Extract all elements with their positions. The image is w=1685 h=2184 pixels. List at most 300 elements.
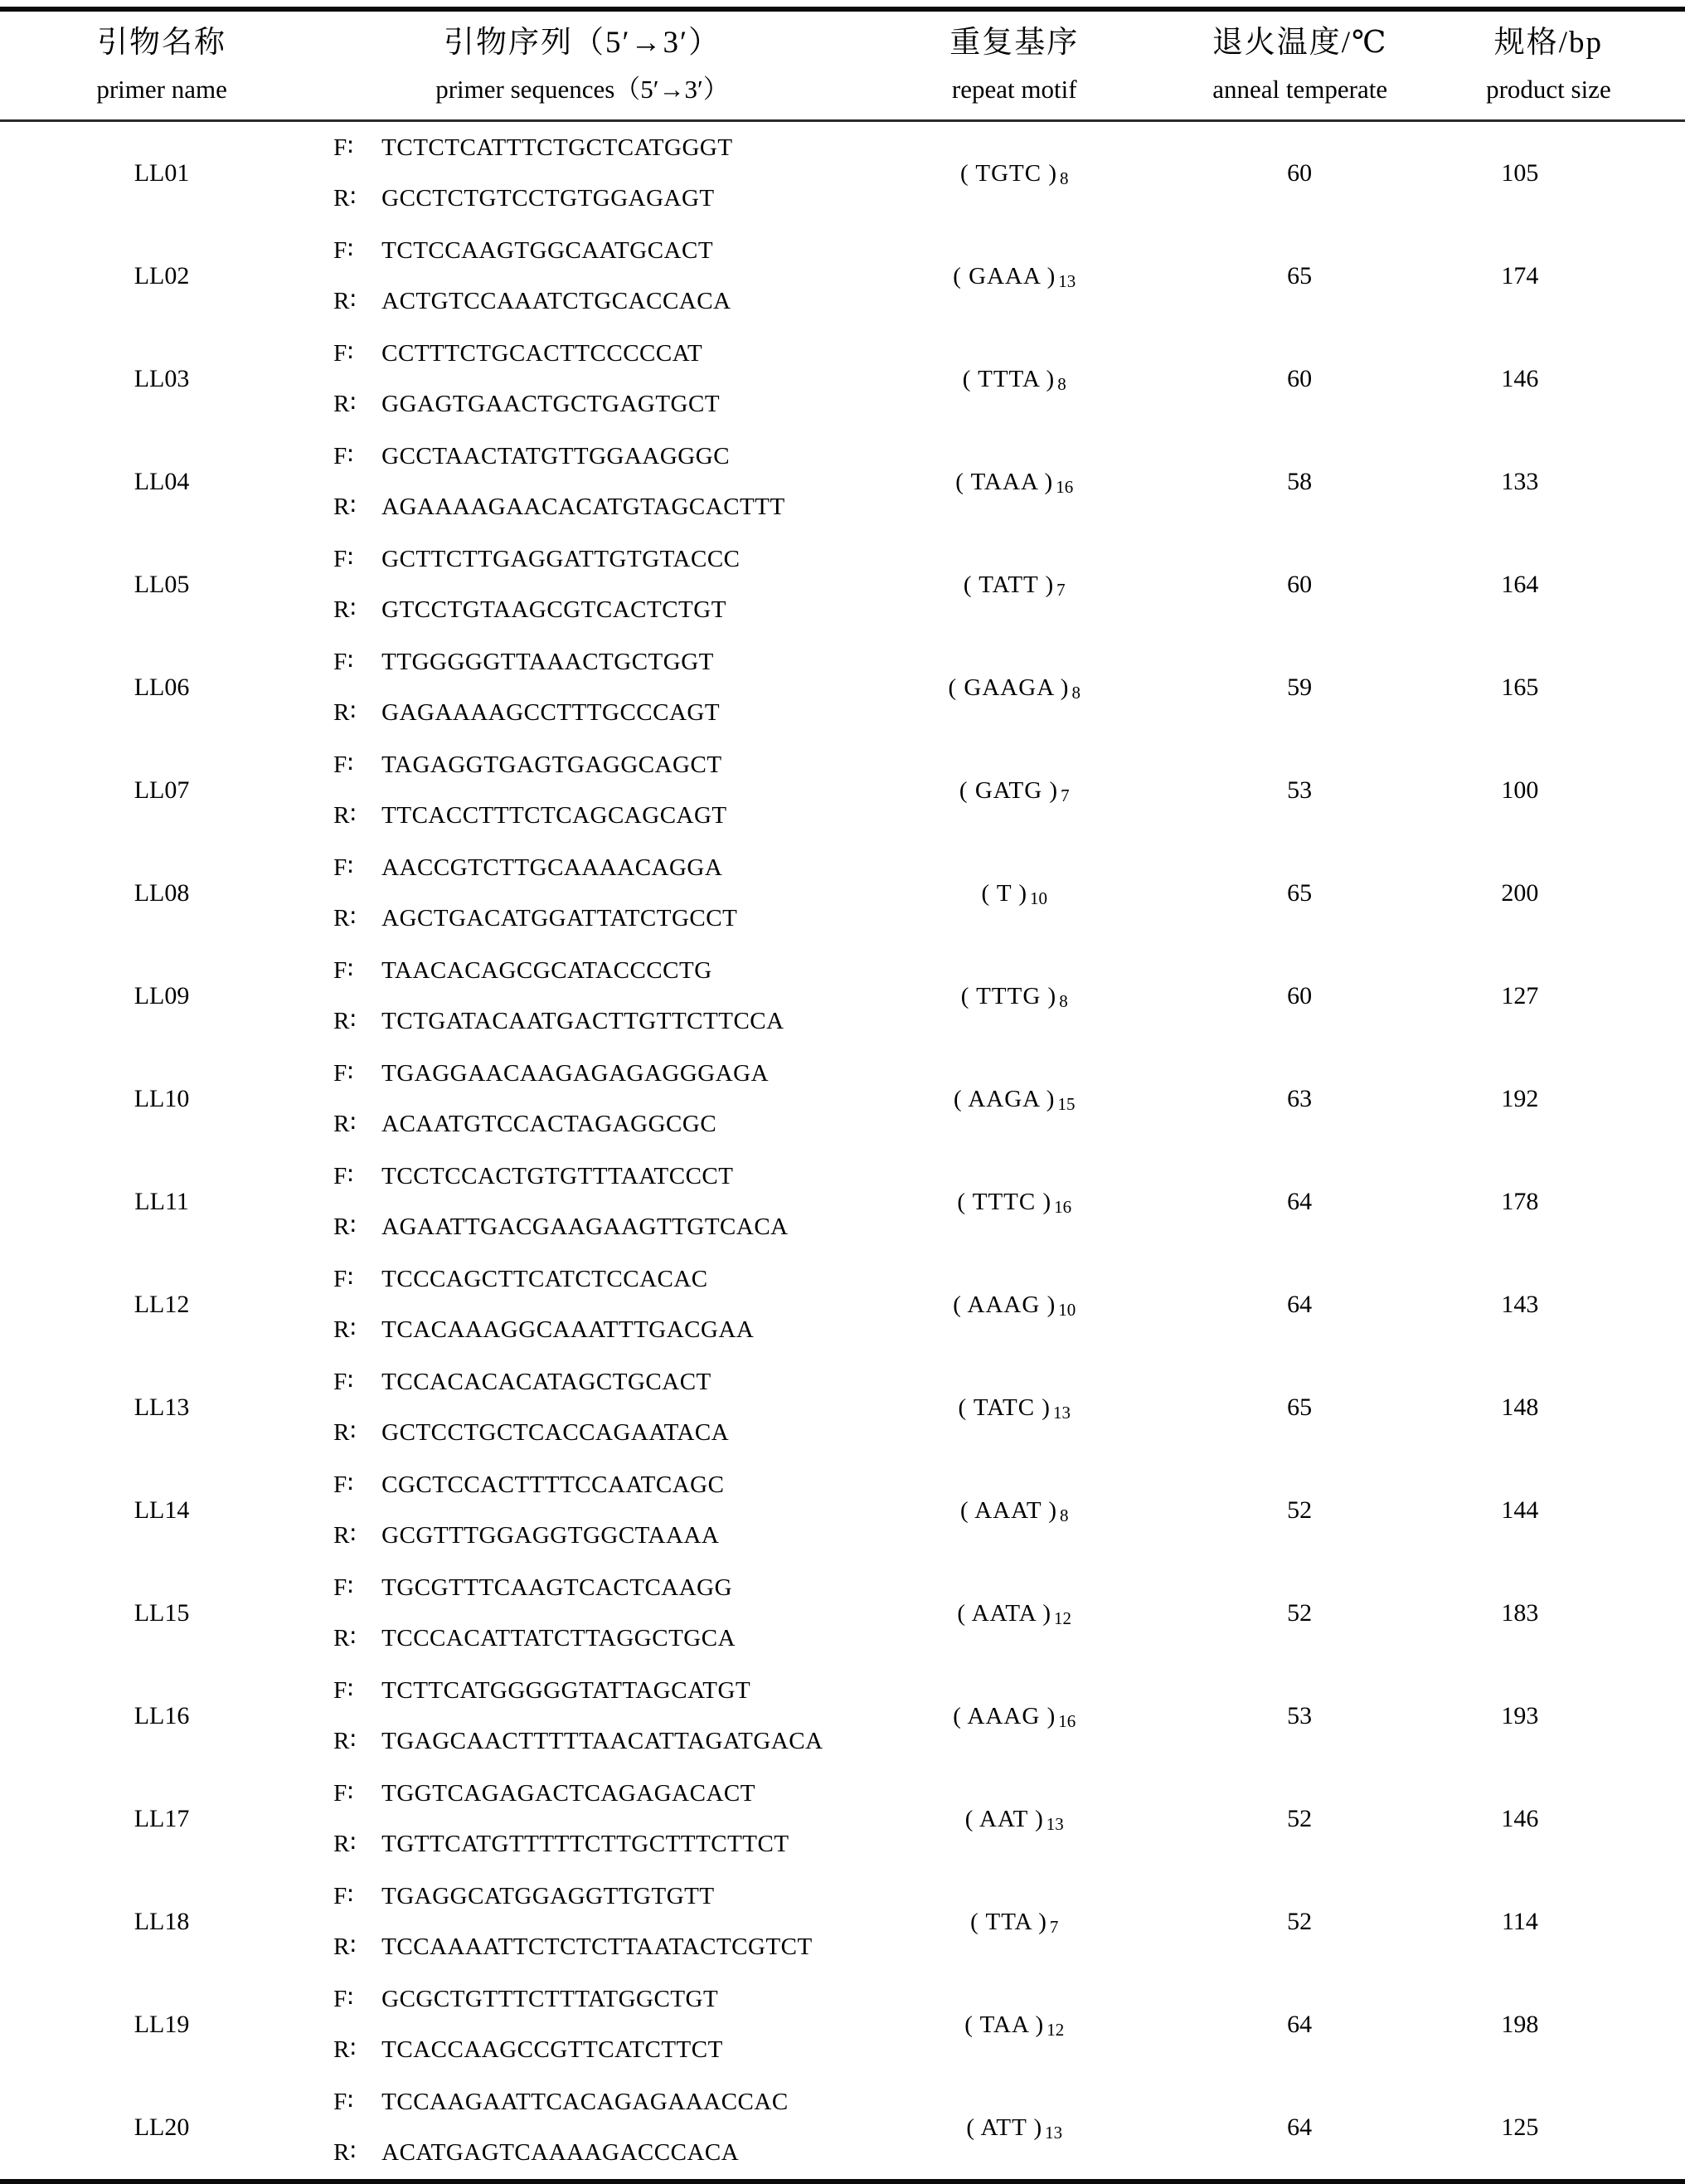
primer-name: LL09 <box>134 982 190 1009</box>
primer-name-cell <box>0 1562 323 1665</box>
reverse-sequence-line <box>333 790 840 841</box>
reverse-sequence-line <box>333 1613 840 1664</box>
table-row <box>0 225 1685 328</box>
table-row <box>0 1048 1685 1150</box>
forward-sequence: TGAGGAACAAGAGAGAGGGAGA <box>381 1060 770 1087</box>
product-size-cell <box>1412 739 1685 842</box>
product-size-cell <box>1412 1356 1685 1459</box>
reverse-sequence-line <box>333 893 840 944</box>
primer-name-cell <box>0 1768 323 1870</box>
primer-sequences-cell <box>323 1870 841 1973</box>
reverse-sequence-line <box>333 996 840 1047</box>
primer-table-body <box>0 121 1685 2182</box>
anneal-temp-value: 65 <box>1287 879 1313 907</box>
anneal-temp-cell <box>1188 1768 1412 1870</box>
repeat-motif: ( TTTC ) <box>957 1188 1052 1215</box>
repeat-count: 8 <box>1071 682 1080 703</box>
header-primer-name-zh: 引物名称 <box>97 26 227 60</box>
repeat-motif-cell <box>841 1768 1188 1870</box>
forward-label: F∶ <box>333 2089 354 2115</box>
forward-label: F∶ <box>333 752 354 778</box>
header-repeat-motif-zh: 重复基序 <box>949 26 1080 60</box>
anneal-temp-cell <box>1188 945 1412 1048</box>
column-header-anneal-temp <box>1188 9 1412 121</box>
reverse-label: R∶ <box>333 2139 357 2166</box>
reverse-sequence: TTCACCTTTCTCAGCAGCAGT <box>381 802 727 829</box>
table-row <box>0 1150 1685 1253</box>
reverse-sequence-line <box>333 173 840 224</box>
primer-sequences-cell <box>323 1459 841 1562</box>
reverse-sequence-line <box>333 1510 840 1561</box>
repeat-motif-cell <box>841 1665 1188 1768</box>
table-row <box>0 1870 1685 1973</box>
reverse-sequence: AGCTGACATGGATTATCTGCCT <box>381 905 738 931</box>
repeat-motif: ( GAAA ) <box>953 262 1056 289</box>
forward-label: F∶ <box>333 1677 354 1704</box>
product-size-cell <box>1412 328 1685 430</box>
table-row <box>0 842 1685 945</box>
product-size-cell <box>1412 121 1685 226</box>
reverse-label: R∶ <box>333 1111 357 1137</box>
primer-sequences-cell <box>323 225 841 328</box>
anneal-temp-value: 64 <box>1287 1291 1313 1318</box>
forward-sequence: TAACACAGCGCATACCCCTG <box>381 957 712 984</box>
product-size-value: 193 <box>1501 1702 1539 1729</box>
header-product-size-en: product size <box>1486 75 1611 104</box>
reverse-label: R∶ <box>333 905 357 931</box>
repeat-motif: ( ATT ) <box>966 2113 1043 2141</box>
table-row <box>0 1768 1685 1870</box>
primer-sequences-cell <box>323 1665 841 1768</box>
primer-name-cell <box>0 945 323 1048</box>
repeat-motif-cell <box>841 533 1188 636</box>
reverse-label: R∶ <box>333 391 357 417</box>
primer-name-cell <box>0 1665 323 1768</box>
reverse-sequence: TGAGCAACTTTTTAACATTAGATGACA <box>381 1728 823 1754</box>
primer-table <box>0 7 1685 2184</box>
repeat-motif: ( TTTG ) <box>960 982 1057 1009</box>
repeat-motif: ( GATG ) <box>959 776 1059 804</box>
repeat-motif-cell <box>841 1150 1188 1253</box>
anneal-temp-value: 64 <box>1287 1188 1313 1215</box>
repeat-count: 12 <box>1054 1608 1072 1628</box>
forward-sequence: GCCTAACTATGTTGGAAGGGC <box>381 443 731 469</box>
primer-name: LL16 <box>134 1702 190 1729</box>
anneal-temp-value: 65 <box>1287 262 1313 289</box>
forward-label: F∶ <box>333 1369 354 1395</box>
reverse-label: R∶ <box>333 185 357 212</box>
repeat-motif-cell <box>841 1048 1188 1150</box>
anneal-temp-cell <box>1188 121 1412 226</box>
repeat-count: 7 <box>1056 579 1066 600</box>
product-size-value: 198 <box>1501 2011 1539 2038</box>
primer-sequences-cell <box>323 739 841 842</box>
table-row <box>0 121 1685 226</box>
forward-sequence: TCCTCCACTGTGTTTAATCCCT <box>381 1163 734 1189</box>
product-size-value: 146 <box>1501 365 1539 392</box>
reverse-label: R∶ <box>333 1933 357 1960</box>
product-size-value: 100 <box>1501 776 1539 804</box>
repeat-motif-cell <box>841 1973 1188 2076</box>
reverse-sequence: GCGTTTGGAGGTGGCTAAAA <box>381 1522 720 1549</box>
reverse-sequence-line <box>333 688 840 738</box>
header-anneal-temp-zh: 退火温度/℃ <box>1212 26 1388 60</box>
repeat-motif-cell <box>841 121 1188 226</box>
primer-name: LL02 <box>134 262 190 289</box>
primer-name-cell <box>0 2076 323 2182</box>
table-row <box>0 636 1685 739</box>
anneal-temp-value: 52 <box>1287 1908 1313 1935</box>
anneal-temp-cell <box>1188 1048 1412 1150</box>
forward-sequence: TCTCCAAGTGGCAATGCACT <box>381 237 714 264</box>
forward-sequence: AACCGTCTTGCAAAACAGGA <box>381 854 723 881</box>
reverse-sequence: TCTGATACAATGACTTGTTCTTCCA <box>381 1008 784 1034</box>
column-header-product-size <box>1412 9 1685 121</box>
repeat-motif-cell <box>841 945 1188 1048</box>
reverse-sequence-line <box>333 1716 840 1767</box>
repeat-count: 8 <box>1057 373 1066 394</box>
forward-label: F∶ <box>333 854 354 881</box>
header-row <box>0 9 1685 121</box>
anneal-temp-value: 64 <box>1287 2011 1313 2038</box>
anneal-temp-cell <box>1188 1870 1412 1973</box>
repeat-count: 8 <box>1059 990 1068 1011</box>
table-row <box>0 1665 1685 1768</box>
repeat-motif: ( TTTA ) <box>962 365 1056 392</box>
reverse-sequence-line <box>333 2025 840 2075</box>
repeat-count: 16 <box>1054 1196 1072 1217</box>
anneal-temp-value: 52 <box>1287 1805 1313 1832</box>
primer-sequences-cell <box>323 2076 841 2182</box>
repeat-count: 15 <box>1057 1093 1076 1114</box>
primer-name: LL15 <box>134 1599 190 1627</box>
reverse-sequence-line <box>333 482 840 533</box>
forward-sequence: TTGGGGGTTAAACTGCTGGT <box>381 649 714 675</box>
reverse-label: R∶ <box>333 1316 357 1343</box>
primer-sequences-cell <box>323 1356 841 1459</box>
header-product-size-zh: 规格/bp <box>1493 26 1604 60</box>
product-size-cell <box>1412 430 1685 533</box>
forward-sequence-line <box>333 1871 840 1922</box>
anneal-temp-value: 64 <box>1287 2113 1313 2141</box>
table-row <box>0 2076 1685 2182</box>
repeat-motif-cell <box>841 636 1188 739</box>
primer-name: LL01 <box>134 159 190 187</box>
anneal-temp-cell <box>1188 1562 1412 1665</box>
repeat-motif: ( AAAG ) <box>953 1702 1056 1729</box>
reverse-sequence: AGAATTGACGAAGAAGTTGTCACA <box>381 1214 789 1240</box>
product-size-value: 183 <box>1501 1599 1539 1627</box>
repeat-motif-cell <box>841 2076 1188 2182</box>
repeat-count: 8 <box>1060 1505 1069 1525</box>
repeat-motif: ( T ) <box>981 879 1027 907</box>
repeat-motif: ( TATT ) <box>963 571 1055 598</box>
anneal-temp-cell <box>1188 636 1412 739</box>
repeat-motif: ( GAAGA ) <box>948 674 1070 701</box>
forward-label: F∶ <box>333 340 354 367</box>
primer-name-cell <box>0 636 323 739</box>
forward-label: F∶ <box>333 1163 354 1189</box>
product-size-cell <box>1412 1459 1685 1562</box>
table-header <box>0 9 1685 121</box>
repeat-motif: ( AAGA ) <box>954 1085 1056 1112</box>
primer-name: LL19 <box>134 2011 190 2038</box>
primer-name: LL08 <box>134 879 190 907</box>
forward-sequence: GCGCTGTTTCTTTATGGCTGT <box>381 1986 719 2012</box>
anneal-temp-cell <box>1188 1150 1412 1253</box>
primer-name: LL04 <box>134 468 190 495</box>
anneal-temp-cell <box>1188 225 1412 328</box>
primer-sequences-cell <box>323 1768 841 1870</box>
reverse-sequence: TCCAAAATTCTCTCTTAATACTCGTCT <box>381 1933 813 1960</box>
forward-sequence-line <box>333 328 840 379</box>
product-size-value: 192 <box>1501 1085 1539 1112</box>
primer-name-cell <box>0 328 323 430</box>
repeat-motif: ( TTA ) <box>970 1908 1047 1935</box>
forward-sequence: TGAGGCATGGAGGTTGTGTT <box>381 1883 715 1909</box>
repeat-motif-cell <box>841 1562 1188 1665</box>
primer-sequences-cell <box>323 636 841 739</box>
anneal-temp-cell <box>1188 533 1412 636</box>
product-size-value: 125 <box>1501 2113 1539 2141</box>
forward-sequence-line <box>333 1768 840 1819</box>
repeat-motif: ( TATC ) <box>958 1394 1051 1421</box>
forward-label: F∶ <box>333 957 354 984</box>
product-size-cell <box>1412 1253 1685 1356</box>
forward-label: F∶ <box>333 1266 354 1292</box>
reverse-sequence: AGAAAAGAACACATGTAGCACTTT <box>381 494 785 520</box>
forward-sequence-line <box>333 946 840 996</box>
forward-sequence-line <box>333 740 840 790</box>
repeat-motif: ( AATA ) <box>957 1599 1052 1627</box>
header-primer-name-en: primer name <box>96 75 227 104</box>
reverse-sequence-line <box>333 2128 840 2178</box>
primer-name-cell <box>0 1870 323 1973</box>
header-repeat-motif-en: repeat motif <box>951 75 1077 104</box>
forward-sequence: TGGTCAGAGACTCAGAGACACT <box>381 1780 755 1807</box>
product-size-value: 200 <box>1501 879 1539 907</box>
forward-label: F∶ <box>333 237 354 264</box>
product-size-value: 105 <box>1501 159 1539 187</box>
repeat-count: 13 <box>1052 1402 1071 1423</box>
primer-name: LL18 <box>134 1908 190 1935</box>
primer-sequences-cell <box>323 121 841 226</box>
anneal-temp-value: 52 <box>1287 1496 1313 1524</box>
anneal-temp-value: 59 <box>1287 674 1313 701</box>
repeat-motif: ( TAAA ) <box>955 468 1054 495</box>
forward-sequence-line <box>333 431 840 482</box>
anneal-temp-value: 53 <box>1287 1702 1313 1729</box>
repeat-motif-cell <box>841 1253 1188 1356</box>
forward-sequence-line <box>333 2077 840 2128</box>
table-row <box>0 945 1685 1048</box>
primer-name: LL14 <box>134 1496 190 1524</box>
anneal-temp-value: 60 <box>1287 571 1313 598</box>
reverse-label: R∶ <box>333 1214 357 1240</box>
primer-sequences-cell <box>323 1253 841 1356</box>
primer-sequences-cell <box>323 945 841 1048</box>
anneal-temp-value: 65 <box>1287 1394 1313 1421</box>
repeat-motif-cell <box>841 225 1188 328</box>
repeat-count: 13 <box>1045 2122 1063 2143</box>
reverse-label: R∶ <box>333 596 357 623</box>
forward-label: F∶ <box>333 1986 354 2012</box>
table-row <box>0 1562 1685 1665</box>
reverse-sequence-line <box>333 1202 840 1253</box>
product-size-cell <box>1412 1665 1685 1768</box>
forward-sequence-line <box>333 1666 840 1716</box>
table-row <box>0 1973 1685 2076</box>
anneal-temp-value: 60 <box>1287 365 1313 392</box>
repeat-motif-cell <box>841 1356 1188 1459</box>
primer-sequences-cell <box>323 842 841 945</box>
repeat-motif: ( AAT ) <box>964 1805 1044 1832</box>
header-anneal-temp-en: anneal temperate <box>1212 75 1388 104</box>
reverse-sequence-line <box>333 379 840 430</box>
repeat-count: 16 <box>1058 1710 1076 1731</box>
primer-name-cell <box>0 1048 323 1150</box>
header-primer-sequences-zh: 引物序列（5′→3′） <box>443 26 721 60</box>
product-size-value: 178 <box>1501 1188 1539 1215</box>
product-size-cell <box>1412 1870 1685 1973</box>
product-size-value: 133 <box>1501 468 1539 495</box>
primer-name: LL06 <box>134 674 190 701</box>
anneal-temp-cell <box>1188 1459 1412 1562</box>
product-size-cell <box>1412 1973 1685 2076</box>
forward-label: F∶ <box>333 649 354 675</box>
primer-name: LL12 <box>134 1291 190 1318</box>
product-size-value: 144 <box>1501 1496 1539 1524</box>
repeat-motif: ( TGTC ) <box>959 159 1057 187</box>
reverse-sequence: TCACCAAGCCGTTCATCTTCT <box>381 2036 723 2063</box>
primer-sequences-cell <box>323 533 841 636</box>
primer-name-cell <box>0 1356 323 1459</box>
reverse-sequence-line <box>333 585 840 635</box>
table-row <box>0 1459 1685 1562</box>
reverse-label: R∶ <box>333 2036 357 2063</box>
primer-name: LL10 <box>134 1085 190 1112</box>
reverse-label: R∶ <box>333 1831 357 1857</box>
forward-sequence-line <box>333 226 840 276</box>
anneal-temp-cell <box>1188 430 1412 533</box>
reverse-sequence-line <box>333 1819 840 1870</box>
primer-name: LL05 <box>134 571 190 598</box>
product-size-cell <box>1412 842 1685 945</box>
reverse-sequence-line <box>333 1408 840 1458</box>
product-size-cell <box>1412 1150 1685 1253</box>
forward-sequence-line <box>333 1357 840 1408</box>
primer-name-cell <box>0 225 323 328</box>
table-row <box>0 430 1685 533</box>
primer-sequences-cell <box>323 1562 841 1665</box>
reverse-label: R∶ <box>333 288 357 314</box>
primer-name-cell <box>0 1150 323 1253</box>
reverse-label: R∶ <box>333 1522 357 1549</box>
anneal-temp-cell <box>1188 1665 1412 1768</box>
primer-name-cell <box>0 739 323 842</box>
primer-name: LL07 <box>134 776 190 804</box>
reverse-sequence-line <box>333 1099 840 1150</box>
primer-name-cell <box>0 430 323 533</box>
product-size-value: 165 <box>1501 674 1539 701</box>
product-size-value: 146 <box>1501 1805 1539 1832</box>
forward-sequence: TCCACACACATAGCTGCACT <box>381 1369 711 1395</box>
product-size-cell <box>1412 636 1685 739</box>
reverse-sequence-line <box>333 1305 840 1355</box>
reverse-sequence: GTCCTGTAAGCGTCACTCTGT <box>381 596 726 623</box>
product-size-cell <box>1412 1768 1685 1870</box>
primer-name: LL03 <box>134 365 190 392</box>
forward-sequence-line <box>333 637 840 688</box>
primer-name-cell <box>0 842 323 945</box>
primer-sequences-cell <box>323 430 841 533</box>
repeat-motif-cell <box>841 842 1188 945</box>
anneal-temp-value: 53 <box>1287 776 1313 804</box>
reverse-sequence: GAGAAAAGCCTTTGCCCAGT <box>381 699 721 726</box>
primer-sequences-cell <box>323 328 841 430</box>
repeat-count: 10 <box>1029 888 1047 908</box>
forward-sequence: TAGAGGTGAGTGAGGCAGCT <box>381 752 722 778</box>
forward-label: F∶ <box>333 1471 354 1498</box>
primer-name: LL13 <box>134 1394 190 1421</box>
anneal-temp-cell <box>1188 842 1412 945</box>
primer-name-cell <box>0 1459 323 1562</box>
product-size-cell <box>1412 2076 1685 2182</box>
anneal-temp-cell <box>1188 1253 1412 1356</box>
forward-sequence-line <box>333 534 840 585</box>
forward-sequence: CGCTCCACTTTTCCAATCAGC <box>381 1471 725 1498</box>
anneal-temp-value: 63 <box>1287 1085 1313 1112</box>
repeat-count: 13 <box>1058 270 1076 291</box>
product-size-value: 143 <box>1501 1291 1539 1318</box>
column-header-primer-sequences <box>323 9 841 121</box>
forward-label: F∶ <box>333 1883 354 1909</box>
reverse-sequence-line <box>333 1922 840 1972</box>
primer-name-cell <box>0 121 323 226</box>
repeat-motif: ( TAA ) <box>964 2011 1045 2038</box>
forward-label: F∶ <box>333 134 354 161</box>
primer-sequences-cell <box>323 1048 841 1150</box>
anneal-temp-value: 60 <box>1287 159 1313 187</box>
repeat-count: 8 <box>1060 168 1069 188</box>
forward-sequence: TCTCTCATTTCTGCTCATGGGT <box>381 134 733 161</box>
product-size-cell <box>1412 1562 1685 1665</box>
product-size-cell <box>1412 533 1685 636</box>
repeat-motif: ( AAAT ) <box>959 1496 1057 1524</box>
product-size-value: 114 <box>1501 1908 1538 1935</box>
reverse-sequence: TGTTCATGTTTTTCTTGCTTTCTTCT <box>381 1831 789 1857</box>
repeat-count: 12 <box>1046 2019 1065 2040</box>
reverse-sequence: TCACAAAGGCAAATTTGACGAA <box>381 1316 755 1343</box>
forward-label: F∶ <box>333 546 354 572</box>
reverse-label: R∶ <box>333 802 357 829</box>
repeat-motif-cell <box>841 430 1188 533</box>
forward-sequence-line <box>333 123 840 173</box>
anneal-temp-cell <box>1188 328 1412 430</box>
repeat-motif-cell <box>841 328 1188 430</box>
anneal-temp-value: 60 <box>1287 982 1313 1009</box>
product-size-value: 148 <box>1501 1394 1539 1421</box>
reverse-label: R∶ <box>333 1008 357 1034</box>
primer-name-cell <box>0 1253 323 1356</box>
forward-sequence: CCTTTCTGCACTTCCCCCAT <box>381 340 703 367</box>
reverse-sequence: ACAATGTCCACTAGAGGCGC <box>381 1111 717 1137</box>
primer-name-cell <box>0 1973 323 2076</box>
reverse-sequence: GCCTCTGTCCTGTGGAGAGT <box>381 185 715 212</box>
reverse-sequence: TCCCACATTATCTTAGGCTGCA <box>381 1625 736 1651</box>
anneal-temp-cell <box>1188 739 1412 842</box>
table-row <box>0 328 1685 430</box>
